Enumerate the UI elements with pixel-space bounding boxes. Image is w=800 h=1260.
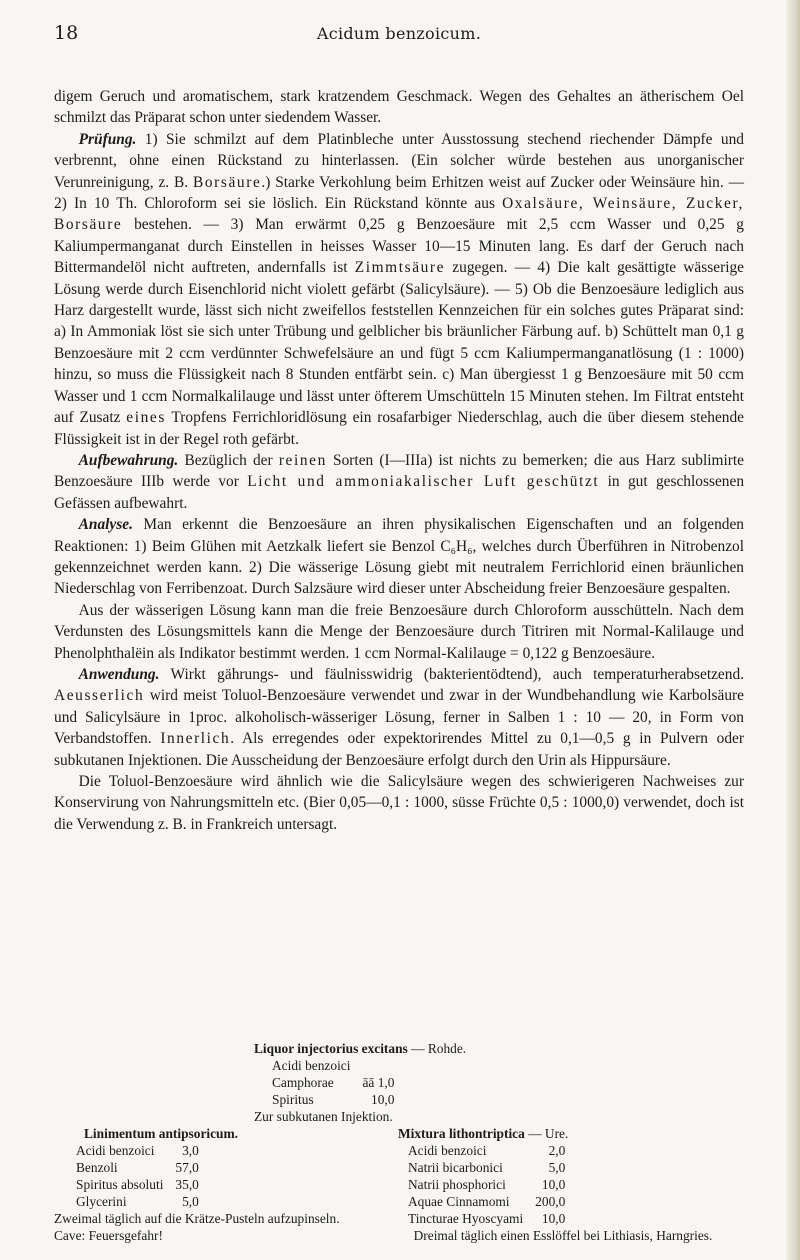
spaced-text: Innerlich xyxy=(160,730,231,748)
formula-title: Mixtura lithontriptica xyxy=(398,1126,525,1141)
spaced-text: reinen xyxy=(278,451,327,469)
ingredient-name: Acidi benzoici xyxy=(76,1143,155,1158)
text-run: digem Geruch und aromatischem, stark kratzendem Geschmack. Wegen des Gehaltes an ätherischem Oel schmilzt das Präparat schon unter siedendem Wasser. xyxy=(54,88,744,127)
running-title: Acidum benzoicum. xyxy=(316,24,482,43)
spaced-text: Borsäure xyxy=(193,173,262,191)
paragraph-analyse xyxy=(54,514,744,600)
ingredient-amount: 3,0 xyxy=(182,1143,199,1158)
paragraph xyxy=(54,86,744,129)
formula-ingredients xyxy=(272,1057,394,1108)
section-heading: Analyse. xyxy=(78,516,133,534)
text-run: Bezüglich der xyxy=(178,451,279,469)
page-number: 18 xyxy=(54,22,79,44)
ingredient-amount: 2,0 xyxy=(548,1143,566,1158)
text-run: bestehen. — 3) Man erwärmt 0,25 g Benzoesäure mit 2,5 ccm Wasser und 0,25 g Kaliumpermanganat durch Einstellen in heisses Wasser 10—15 Minuten lang. Es darf der Geruch nach Bittermandelöl nicht auftreten, andernfalls ist xyxy=(54,216,744,277)
spaced-text: Zimmtsäure xyxy=(354,259,446,277)
spaced-text: Aeusserlich xyxy=(54,687,145,705)
formula-title: Liquor injectorius excitans xyxy=(254,1041,408,1056)
formula-ingredients xyxy=(76,1142,199,1210)
ingredient-amount: 5,0 xyxy=(182,1194,199,1209)
ingredient-row xyxy=(76,1159,199,1176)
ingredient-name: Acidi benzoici xyxy=(408,1143,487,1158)
ingredient-row xyxy=(408,1159,565,1176)
formula-author: — Rohde. xyxy=(411,1041,467,1056)
paragraph-anwendung xyxy=(54,664,744,771)
text-run: . Als erregendes oder expektorirendes Mittel zu 0,1—0,5 g in Pulvern oder subkutanen Injektionen. Die Ausscheidung der Benzoesäure erfolgt durch den Urin als Hippursäure. xyxy=(54,730,744,769)
ingredient-row xyxy=(76,1176,199,1193)
text-run: 1) Sie schmilzt auf dem Platinbleche unter Ausstossung stechend riechender Dämpfe und verbrennt, ohne einen Rückstand zu hinterlassen. (Ein solcher würde bestehen aus unorganischer Verunreinigung, z. B. xyxy=(54,130,744,191)
spaced-text: eines xyxy=(126,409,166,427)
section-heading: Aufbewahrung. xyxy=(78,451,179,469)
ingredient-name: Spiritus xyxy=(272,1092,314,1107)
ingredient-name: Natrii phosphorici xyxy=(408,1177,506,1192)
ingredient-row xyxy=(408,1176,565,1193)
ingredient-amount: 57,0 xyxy=(175,1160,199,1175)
formula-linimentum xyxy=(54,1125,354,1244)
text-run: zugegen. — 4) Die kalt gesättigte wässerige Lösung werde durch Eisenchlorid nicht violett gefärbt (Salicylsäure). — 5) Ob die Benzoesäure lediglich aus Harz dargestellt wurde, lässt sich nicht zweifellos feststellen Kennzeichen für ein solches gutes Präparat sind: a) In Ammoniak löst sie sich unter Trübung und gelblicher bis bräunlicher Färbung auf. b) Schüttelt man 0,1 g Benzoesäure mit 2 ccm verdünnter Schwefelsäure an und fügt 5 ccm Kaliumpermanganatlösung (1 : 1000) hinzu, so muss die Flüssigkeit nach 8 Stunden entfärbt sein. c) Man übergiesst 1 g Benzoesäure mit 50 ccm Wasser und 1 ccm Normalkalilauge und lässt unter öfterem Umschütteln 15 Minuten stehen. Im Filtrat entsteht auf Zusatz xyxy=(54,259,744,427)
ingredient-name: Glycerini xyxy=(76,1194,127,1209)
paragraph xyxy=(54,771,744,835)
formula-note: Zweimal täglich auf die Krätze-Pusteln aufzupinseln. Cave: Feuersgefahr! xyxy=(54,1211,340,1243)
paragraph xyxy=(54,600,744,664)
section-heading: Anwendung. xyxy=(78,665,160,683)
text-run: Wirkt gährungs- und fäulnisswidrig (bakterientödtend), auch temperaturherabsetzend. xyxy=(159,665,744,683)
ingredient-row xyxy=(272,1074,394,1091)
ingredient-row xyxy=(408,1210,565,1227)
ingredient-name: Benzoli xyxy=(76,1160,118,1175)
formula-ingredients xyxy=(408,1142,565,1227)
formula-note: Zur subkutanen Injektion. xyxy=(254,1109,393,1124)
text-run: Sorten (I—IIIa) ist nichts zu bemerken; die aus Harz sublimirte Benzoesäure IIIb werde vor xyxy=(54,451,745,491)
ingredient-amount: 10,0 xyxy=(541,1211,566,1226)
ingredient-name: Tincturae Hyoscyami xyxy=(408,1211,524,1226)
spaced-text: Oxalsäure, Weinsäure, Zucker, Borsäure xyxy=(54,195,744,234)
ingredient-amount: 200,0 xyxy=(535,1194,566,1209)
ingredient-row xyxy=(408,1193,565,1210)
ingredient-amount: 35,0 xyxy=(175,1177,199,1192)
ingredient-amount: 5,0 xyxy=(548,1160,566,1175)
page-header xyxy=(54,22,744,50)
spaced-text: Licht und ammoniakalischer Luft geschützt xyxy=(247,473,600,491)
ingredient-name: Camphorae xyxy=(272,1075,334,1090)
formula-note: Dreimal täglich einen Esslöffel bei Lithiasis, Harngries. xyxy=(413,1228,713,1243)
formula-liquor xyxy=(254,1040,800,1125)
ingredient-name: Acidi benzoici xyxy=(272,1058,351,1073)
section-heading: Prüfung. xyxy=(78,130,137,148)
ingredient-amount: āā 1,0 xyxy=(362,1075,395,1090)
ingredient-name: Spiritus absoluti xyxy=(76,1177,164,1192)
formula-author: — Ure. xyxy=(528,1126,569,1141)
formula-title: Linimentum antipsoricum. xyxy=(84,1126,239,1141)
ingredient-name: Aquae Cinnamomi xyxy=(408,1194,510,1209)
paragraph-aufbewahrung xyxy=(54,450,744,514)
body-text xyxy=(54,86,744,835)
ingredient-amount xyxy=(350,1057,394,1074)
text-run: in gut geschlossenen Gefässen aufbewahrt. xyxy=(54,473,745,512)
ingredient-row xyxy=(272,1057,394,1074)
text-run: Man erkennt die Benzoesäure an ihren physikalischen Eigenschaften und an folgenden Reaktionen: 1) Beim Glühen mit Aetzkalk liefert sie Benzol C₆H₆, welches durch Überführen in Nitrobenzol gekennzeichnet werden kann. 2) Die wässerige Lösung giebt mit neutralem Ferrichlorid einen bräunlichen Niederschlag von Ferribenzoat. Durch Salzsäure wird dieser unter Abscheidung freier Benzoesäure gespalten. xyxy=(54,516,744,598)
text-run: Aus der wässerigen Lösung kann man die freie Benzoesäure durch Chloroform ausschütteln. Nach dem Verdunsten des Lösungsmittels kann die Menge der Benzoesäure durch Titriren mit Normal-Kalilauge und Phenolphthalëin als Indikator bestimmt werden. 1 ccm Normal-Kalilauge = 0,122 g Benzoesäure. xyxy=(54,601,744,662)
ingredient-row xyxy=(408,1142,565,1159)
ingredient-amount: 10,0 xyxy=(371,1092,395,1107)
formula-mixtura xyxy=(398,1125,728,1244)
ingredient-row xyxy=(76,1142,199,1159)
text-run: .) Starke Verkohlung beim Erhitzen weist auf Zucker oder Weinsäure hin. — 2) In 10 Th. Chloroform sei sie löslich. Ein Rückstand könnte aus xyxy=(54,173,744,213)
ingredient-row xyxy=(272,1091,394,1108)
paragraph-pruefung xyxy=(54,129,744,450)
ingredient-row xyxy=(76,1193,199,1210)
text-run: Die Toluol-Benzoesäure wird ähnlich wie die Salicylsäure wegen des schwierigeren Nachweises zur Konservirung von Nahrungsmitteln etc. (Bier 0,05—0,1 : 1000, süsse Früchte 0,5 : 1000,0) verwendet, doch ist die Verwendung z. B. in Frankreich untersagt. xyxy=(54,773,744,833)
ingredient-amount: 10,0 xyxy=(541,1177,566,1192)
ingredient-name: Natrii bicarbonici xyxy=(408,1160,503,1175)
text-run: Tropfens Ferrichloridlösung ein rosafarbiger Niederschlag, auch die über diesem stehende Flüssigkeit ist in der Regel roth gefärbt. xyxy=(54,409,744,448)
text-run: wird meist Toluol-Benzoesäure verwendet und zwar in der Wundbehandlung wie Karbolsäure und Salicylsäure in 1proc. alkoholisch-wässeriger Lösung, ferner in Salben 1 : 10 — 20, in Form von Verbandstoffen. xyxy=(54,687,744,748)
